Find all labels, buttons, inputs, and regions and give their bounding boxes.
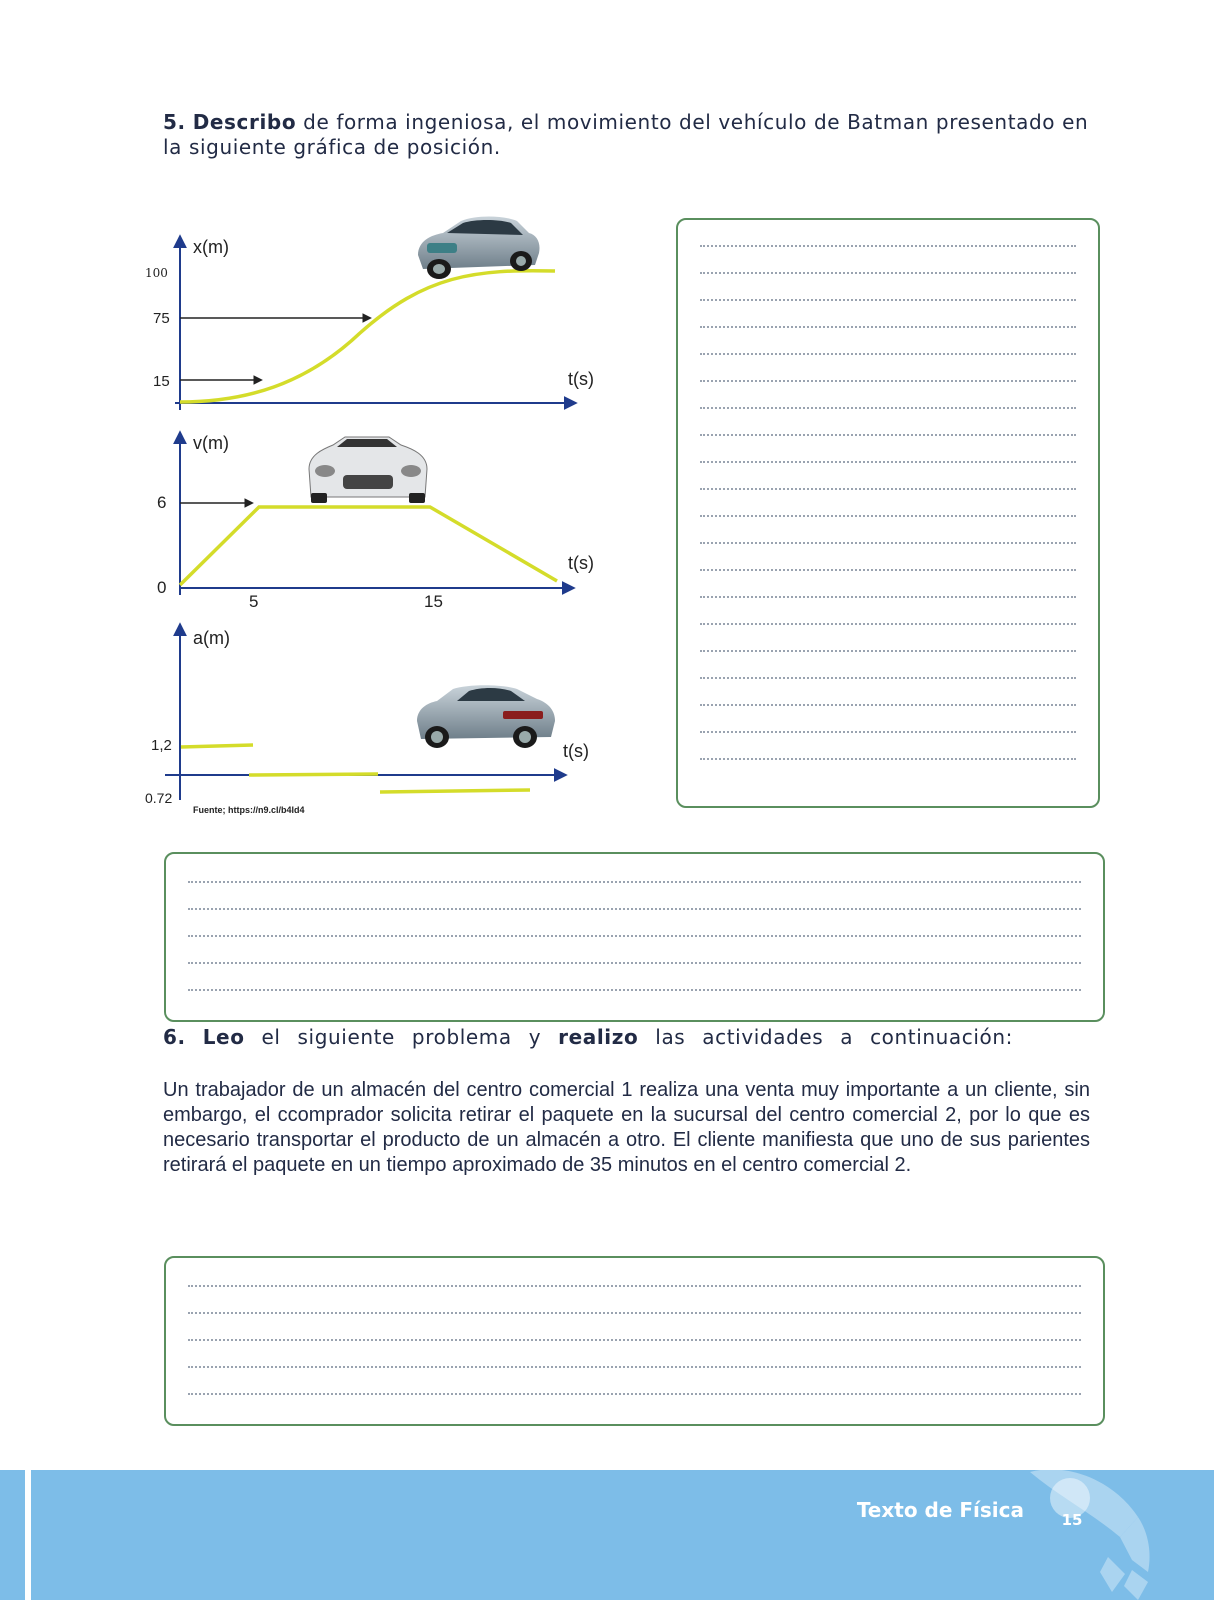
answer-box-graph[interactable]	[676, 218, 1100, 808]
velocity-x-label: t(s)	[568, 553, 594, 573]
acceleration-seg-1	[181, 745, 253, 747]
answer-box-question-6[interactable]	[164, 1256, 1105, 1426]
footer-title: Texto de Física	[856, 1498, 1024, 1522]
graph-source: Fuente; https://n9.cl/b4ld4	[193, 805, 305, 815]
answer-lines	[188, 856, 1081, 991]
question-5-verb: Describo	[192, 110, 297, 134]
motion-graphs	[135, 205, 605, 825]
velocity-xtick-5: 5	[249, 592, 259, 611]
acceleration-graph	[145, 625, 589, 815]
answer-lines	[188, 1260, 1081, 1395]
car-icon	[418, 217, 540, 280]
velocity-curve	[180, 507, 557, 585]
acceleration-seg-2	[249, 774, 378, 775]
question-6-number: 6.	[163, 1025, 186, 1049]
position-x-label: t(s)	[568, 369, 594, 389]
car-rear-icon	[417, 685, 555, 748]
problem-statement: Un trabajador de un almacén del centro comercial 1 realiza una venta muy importante a un cliente, sin embargo, el ccomprador solicita retirar el paquete en la sucursal del centro comercial 2, por lo que es necesario transportar el producto de un almacén a otro. El cliente manifiesta que uno de sus parientes retirará el paquete en un tiempo aproximado de 35 minutos en el centro comercial 2.	[163, 1079, 1090, 1176]
acceleration-seg-3	[380, 790, 530, 792]
position-curve	[180, 271, 555, 402]
position-graph	[145, 217, 594, 411]
position-tick-15: 15	[153, 373, 170, 390]
page-number: 15	[1061, 1511, 1083, 1529]
velocity-graph	[157, 433, 594, 611]
question-6-rest: las actividades a continuación:	[655, 1025, 1013, 1049]
footer-edge-stripe	[25, 1470, 31, 1600]
question-6-middle: el siguiente problema y	[261, 1025, 542, 1049]
velocity-y-label: v(m)	[193, 433, 229, 453]
question-5-number: 5.	[163, 110, 186, 134]
question-5-text	[163, 110, 1093, 160]
position-tick-75: 75	[153, 310, 170, 327]
answer-lines	[700, 220, 1076, 760]
velocity-tick-6: 6	[157, 493, 167, 512]
question-6-verb-2: realizo	[558, 1025, 639, 1049]
position-tick-100: 100	[145, 266, 168, 280]
acceleration-tick-1-2: 1,2	[151, 737, 172, 754]
question-5-rest: de forma ingeniosa, el movimiento del vehículo de Batman presentado en la siguiente gráfica de posición.	[163, 110, 1089, 159]
acceleration-tick-0-72: 0.72	[145, 790, 173, 806]
rocket-icon	[1020, 1462, 1170, 1600]
question-6-verb-1: Leo	[202, 1025, 245, 1049]
velocity-xtick-15: 15	[424, 592, 443, 611]
acceleration-x-label: t(s)	[563, 741, 589, 761]
position-y-label: x(m)	[193, 237, 229, 257]
car-front-icon	[309, 437, 427, 503]
page-footer	[0, 1470, 1214, 1600]
question-6-text	[163, 1025, 1083, 1050]
answer-box-question-5[interactable]	[164, 852, 1105, 1022]
velocity-tick-0: 0	[157, 578, 167, 597]
acceleration-y-label: a(m)	[193, 628, 230, 648]
